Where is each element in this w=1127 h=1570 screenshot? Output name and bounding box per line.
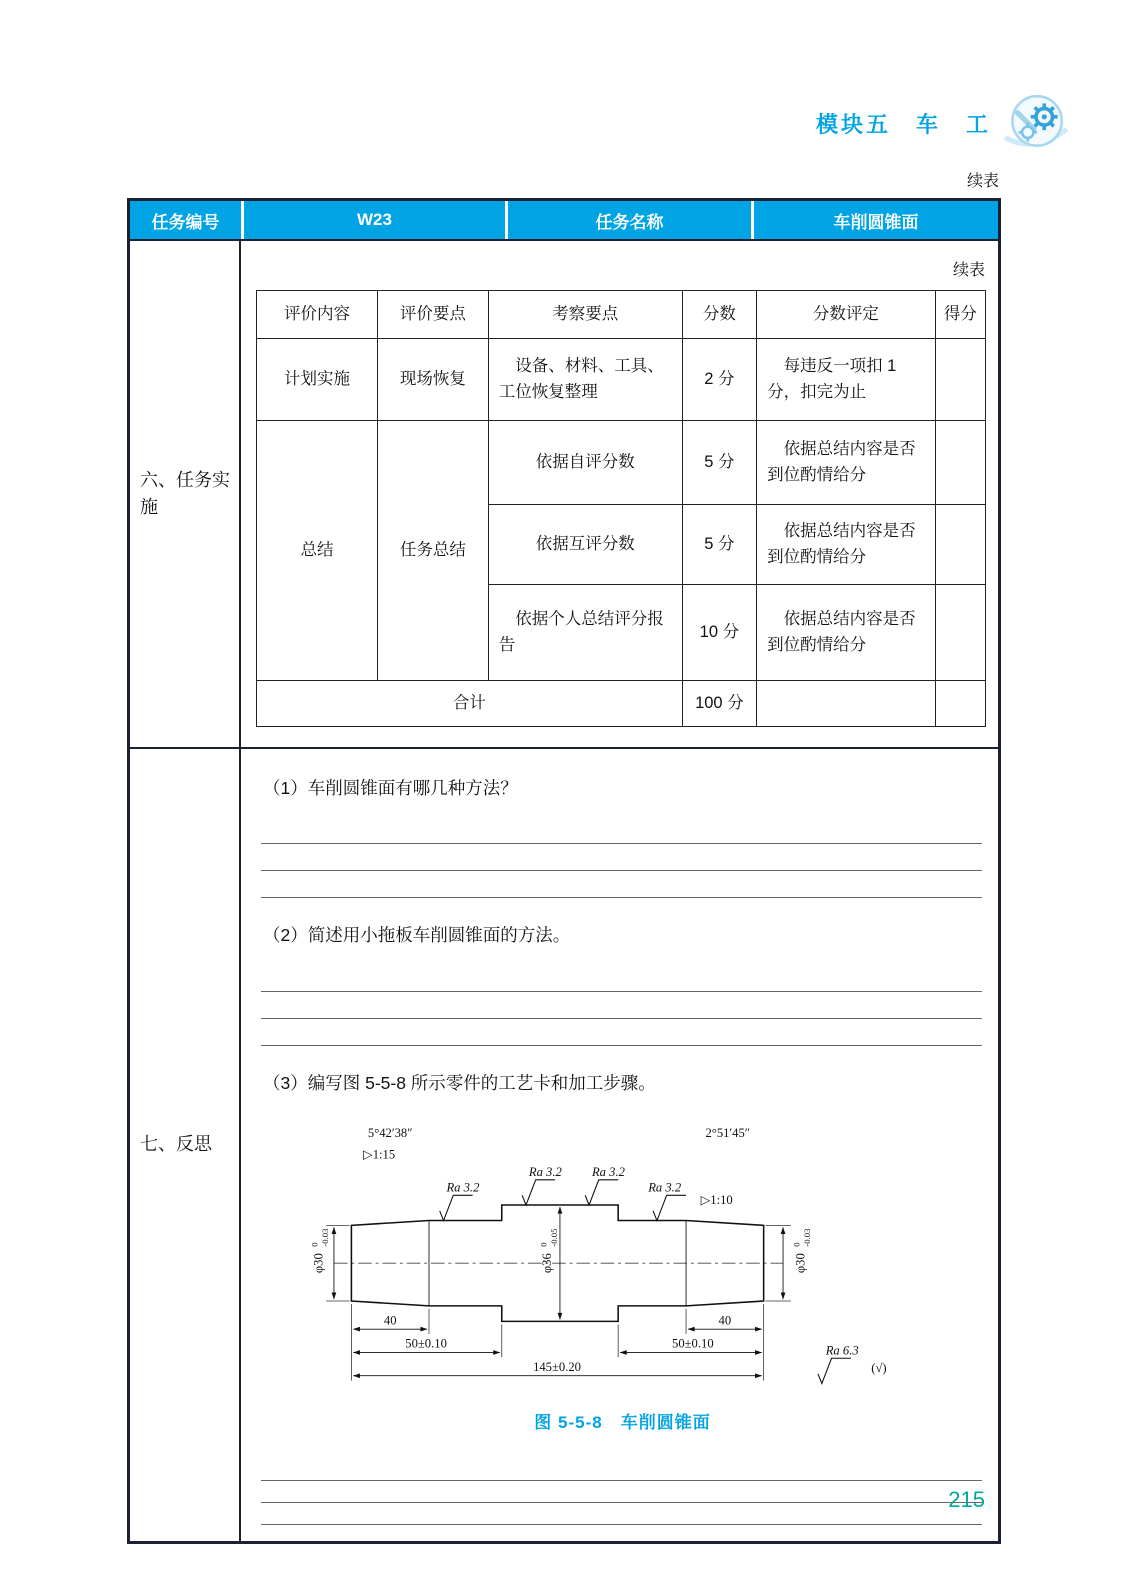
total-criteria-empty — [757, 681, 936, 727]
answer-lines-2 — [261, 965, 982, 1046]
part-drawing — [293, 1108, 953, 1399]
eval-header-got: 得分 — [935, 291, 985, 339]
eval-cell-score: 2 分 — [682, 339, 756, 421]
eval-cell-criteria: 每违反一项扣 1 分，扣完为止 — [757, 339, 936, 421]
answer-lines-1 — [261, 817, 982, 898]
task-table-header — [130, 201, 998, 239]
module-title: 模块五 车 工 — [815, 111, 991, 137]
dim-50-left: 50±0.10 — [404, 1336, 447, 1351]
eval-header-point: 评价要点 — [378, 291, 489, 339]
ra-3-2-label: Ra 3.2 — [528, 1164, 562, 1179]
eval-cell-inspect: 依据个人总结评分报告 — [488, 585, 682, 681]
eval-cell-criteria: 依据总结内容是否到位酌情给分 — [757, 585, 936, 681]
svg-text:0: 0 — [308, 1242, 319, 1247]
dim-145: 145±0.20 — [532, 1359, 581, 1374]
eval-cell-point: 任务总结 — [378, 421, 489, 681]
taper-right-label: ▷1:10 — [700, 1192, 733, 1207]
roughness-symbol — [439, 1195, 472, 1220]
eval-cell-inspect: 依据自评分数 — [488, 421, 682, 505]
task-name-label: 任务名称 — [505, 201, 751, 239]
answer-line — [261, 871, 982, 898]
other-surfaces-mark: (√) — [870, 1360, 887, 1375]
total-label: 合计 — [257, 681, 683, 727]
dia-mid-label — [538, 1228, 559, 1273]
svg-text:-0.05: -0.05 — [548, 1228, 559, 1247]
eval-cell-got — [935, 339, 985, 421]
eval-cell-criteria: 依据总结内容是否到位酌情给分 — [757, 421, 936, 505]
tools-icon — [1003, 90, 1069, 156]
svg-text:φ36: φ36 — [539, 1253, 554, 1273]
roughness-symbol — [817, 1358, 850, 1383]
eval-header-row — [257, 291, 986, 339]
total-score: 100 分 — [682, 681, 756, 727]
dim-40-left: 40 — [383, 1313, 397, 1328]
eval-header-score: 分数 — [682, 291, 756, 339]
dim-50-right: 50±0.10 — [671, 1336, 714, 1351]
page-number: 215 — [948, 1487, 985, 1512]
eval-cell-inspect: 设备、材料、工具、工位恢复整理 — [488, 339, 682, 421]
continued-inner-label: 续表 — [952, 262, 985, 279]
running-head — [816, 90, 1069, 156]
roughness-symbol — [653, 1195, 686, 1220]
answer-lines-3 — [261, 1459, 982, 1525]
answer-line — [261, 844, 982, 871]
eval-cell-score: 10 分 — [682, 585, 756, 681]
roughness-symbol — [522, 1180, 555, 1205]
answer-line — [261, 1459, 982, 1481]
svg-text:φ30: φ30 — [792, 1253, 807, 1273]
task-name-value: 车削圆锥面 — [751, 201, 998, 239]
eval-header-inspect: 考察要点 — [488, 291, 682, 339]
ra-3-2-label: Ra 3.2 — [445, 1180, 479, 1195]
eval-row-total — [257, 681, 986, 727]
question-3: （3）编写图 5-5-8 所示零件的工艺卡和加工步骤。 — [263, 1072, 656, 1093]
question-2: （2）简述用小拖板车削圆锥面的方法。 — [263, 925, 571, 946]
eval-header-content: 评价内容 — [257, 291, 378, 339]
section-reflection — [130, 747, 998, 1541]
eval-cell-got — [935, 421, 985, 505]
dim-40-right: 40 — [718, 1313, 731, 1328]
task-table — [127, 198, 1001, 1544]
section-label-reflection: 七、反思 — [130, 749, 241, 1541]
ra-3-2-label: Ra 3.2 — [591, 1164, 625, 1179]
eval-cell-inspect: 依据互评分数 — [488, 505, 682, 585]
answer-line — [261, 992, 982, 1019]
figure-caption: 图 5-5-8 车削圆锥面 — [534, 1412, 711, 1432]
answer-line — [261, 1503, 982, 1525]
eval-cell-content: 总结 — [257, 421, 378, 681]
ra-6-3-label: Ra 6.3 — [825, 1343, 859, 1358]
svg-text:-0.03: -0.03 — [801, 1228, 812, 1247]
dia-left-label — [309, 1228, 330, 1273]
eval-row-plan — [257, 339, 986, 421]
question-1: （1）车削圆锥面有哪几种方法？ — [263, 778, 518, 798]
svg-text:0: 0 — [791, 1242, 802, 1247]
answer-line — [261, 817, 982, 844]
svg-text:0: 0 — [537, 1242, 548, 1247]
total-got-empty — [935, 681, 985, 727]
section-task-implementation — [130, 239, 998, 747]
answer-line — [261, 1481, 982, 1503]
answer-line — [261, 965, 982, 992]
eval-cell-point: 现场恢复 — [378, 339, 489, 421]
svg-text:φ30: φ30 — [310, 1253, 325, 1273]
taper-left-label: ▷1:15 — [362, 1147, 395, 1162]
roughness-symbol — [585, 1180, 618, 1205]
eval-cell-score: 5 分 — [682, 505, 756, 585]
eval-cell-got — [935, 505, 985, 585]
eval-cell-criteria: 依据总结内容是否到位酌情给分 — [757, 505, 936, 585]
continued-table-label: 续表 — [966, 173, 999, 190]
ra-3-2-label: Ra 3.2 — [647, 1180, 681, 1195]
figure-5-5-8 — [283, 1108, 963, 1433]
answer-line — [261, 1019, 982, 1046]
evaluation-table — [256, 290, 986, 727]
eval-cell-content: 计划实施 — [257, 339, 378, 421]
eval-cell-score: 5 分 — [682, 421, 756, 505]
task-id-label: 任务编号 — [151, 212, 220, 232]
dia-right-label — [791, 1228, 812, 1273]
angle-left-label: 5°42′38″ — [367, 1125, 412, 1140]
section-label-implementation: 六、任务实施 — [130, 241, 241, 747]
task-id-value: W23 — [241, 201, 505, 239]
eval-header-criteria: 分数评定 — [757, 291, 936, 339]
eval-cell-got — [935, 585, 985, 681]
svg-text:-0.03: -0.03 — [319, 1228, 330, 1247]
angle-right-label: 2°51′45″ — [704, 1125, 750, 1140]
eval-row-summary-self — [257, 421, 986, 505]
